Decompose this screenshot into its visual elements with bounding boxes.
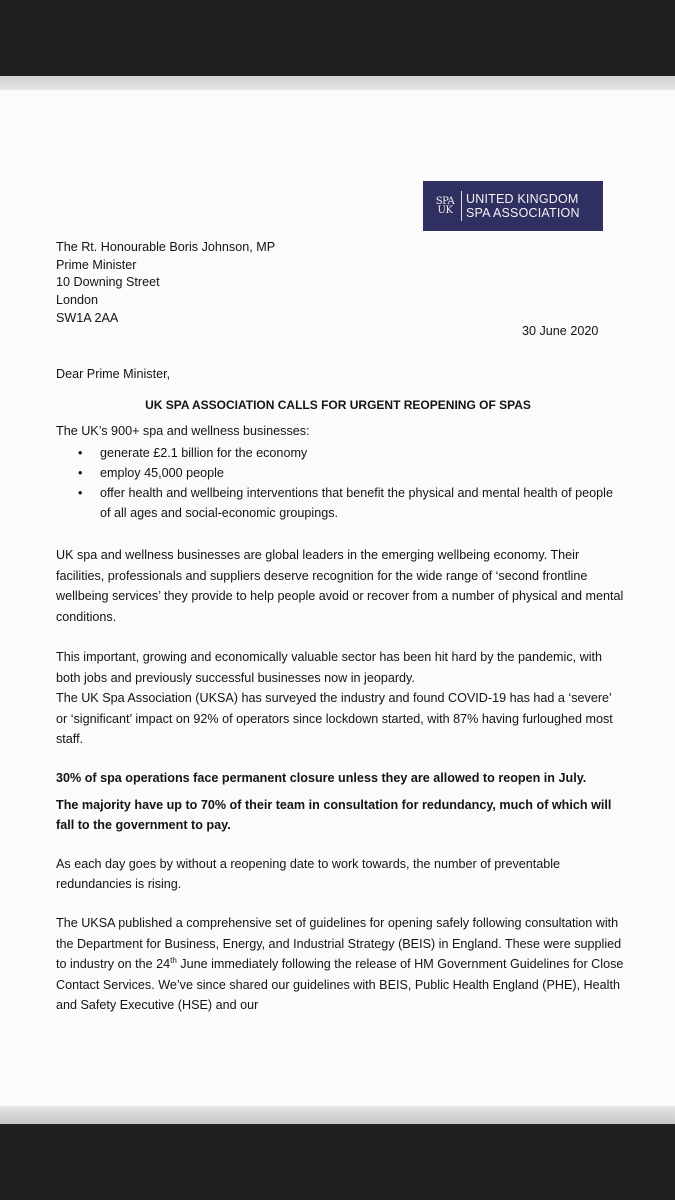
paragraph-wellbeing-economy: UK spa and wellness businesses are global leaders in the emerging wellbeing economy. Their facilities, professionals and suppliers deserve recognition for the wide range of ‘second frontline wellbeing services’ they provide to help people avoid or recover from a number of physical and mental conditions. (56, 548, 624, 625)
bullet-text: employ 45,000 people (100, 466, 224, 480)
paragraph-redundancy-warning: The majority have up to 70% of their team in consultation for redundancy, much of which will fall to the government to pay. (56, 798, 612, 832)
address-line: 10 Downing Street (56, 275, 160, 290)
address-line: SW1A 2AA (56, 310, 119, 325)
list-item (56, 443, 626, 463)
logo-line-2: SPA ASSOCIATION (466, 206, 580, 220)
letter-heading: UK SPA ASSOCIATION CALLS FOR URGENT REOPENING OF SPAS (145, 398, 531, 412)
bullet-icon: • (78, 486, 83, 500)
bottom-black-bar (0, 1124, 675, 1200)
bullet-list (56, 443, 626, 523)
address-line: London (56, 293, 99, 308)
address-line: The Rt. Honourable Boris Johnson, MP (56, 240, 276, 254)
list-item (56, 483, 626, 523)
page-top-edge (0, 76, 675, 90)
paragraph-pandemic-impact (56, 647, 626, 750)
logo-line-1: UNITED KINGDOM (466, 192, 579, 206)
guidelines-text-start: The UKSA published a comprehensive set of guidelines for opening safely following consultation with the Department for Business, Energy, and Industrial Strategy (BEIS) in England. These were supplied to industry on the 24 (56, 916, 622, 971)
paragraph-guidelines (56, 913, 626, 1016)
paragraph-survey: The UK Spa Association (UKSA) has surveyed the industry and found COVID-19 has had a ‘severe’ or ‘significant’ impact on 92% of operators since lockdown started, with 87% having furloughed most staff. (56, 691, 613, 746)
salutation: Dear Prime Minister, (56, 367, 171, 381)
logo-text (466, 192, 580, 220)
logo-divider (461, 191, 462, 221)
page-bottom-edge (0, 1106, 675, 1124)
paragraph-pandemic-line: This important, growing and economically valuable sector has been hit hard by the pandemic, with both jobs and previously successful businesses now in jeopardy. (56, 650, 603, 685)
intro-line: The UK’s 900+ spa and wellness businesses: (56, 424, 310, 438)
paragraph-closure-warning: 30% of spa operations face permanent closure unless they are allowed to reopen in July. (56, 771, 587, 785)
top-black-bar (0, 0, 675, 76)
letter-page (0, 90, 675, 1106)
list-item (56, 463, 626, 483)
spa-association-logo (423, 181, 603, 231)
recipient-address (56, 239, 626, 328)
ordinal-suffix: th (170, 955, 177, 965)
bullet-text: generate £2.1 billion for the economy (100, 446, 308, 460)
letter-date: 30 June 2020 (522, 324, 599, 338)
bullet-text: offer health and wellbeing interventions that benefit the physical and mental health of people of all ages and social-economic groupings. (100, 486, 613, 520)
guidelines-text-end: June immediately following the release of HM Government Guidelines for Close Contact Services. We’ve since shared our guidelines with BEIS, Public Health England (PHE), Health and Safety Executive (HSE) and our (56, 957, 624, 1012)
bullet-icon: • (78, 466, 83, 480)
bullet-icon: • (78, 446, 83, 460)
logo-mark: SPA UK (435, 196, 455, 216)
paragraph-redundancies-rising: As each day goes by without a reopening date to work towards, the number of preventable redundancies is rising. (56, 857, 561, 891)
address-line: Prime Minister (56, 257, 137, 272)
